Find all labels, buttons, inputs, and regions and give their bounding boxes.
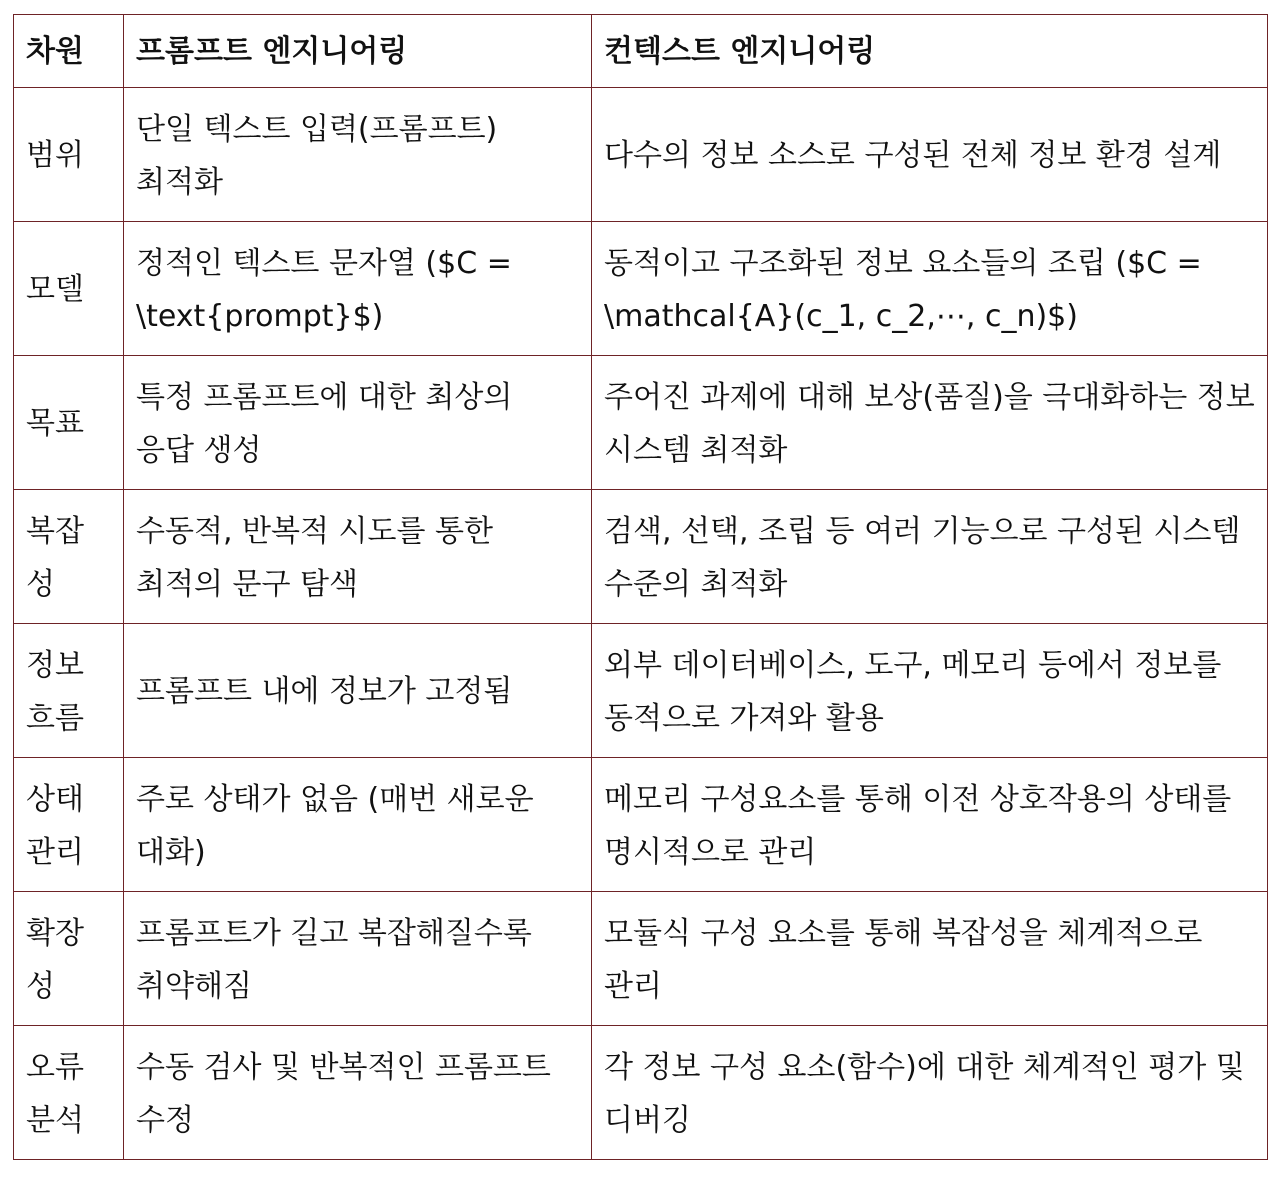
table-row <box>14 222 1268 356</box>
prompt-engineering-cell: 프롬프트 내에 정보가 고정됨 <box>124 624 592 758</box>
dimension-cell: 목표 <box>14 356 124 490</box>
context-engineering-cell: 주어진 과제에 대해 보상(품질)을 극대화하는 정보 시스템 최적화 <box>592 356 1268 490</box>
dimension-cell: 오류 분석 <box>14 1026 124 1160</box>
header-dimension: 차원 <box>14 15 124 88</box>
comparison-table-container <box>13 14 1268 1160</box>
table-row <box>14 88 1268 222</box>
table-row <box>14 624 1268 758</box>
context-engineering-cell: 다수의 정보 소스로 구성된 전체 정보 환경 설계 <box>592 88 1268 222</box>
prompt-engineering-cell: 프롬프트가 길고 복잡해질수록 취약해짐 <box>124 892 592 1026</box>
table-row <box>14 1026 1268 1160</box>
header-context-engineering: 컨텍스트 엔지니어링 <box>592 15 1268 88</box>
dimension-cell: 복잡성 <box>14 490 124 624</box>
prompt-engineering-cell: 정적인 텍스트 문자열 ($C = \text{prompt}$) <box>124 222 592 356</box>
prompt-engineering-cell: 특정 프롬프트에 대한 최상의 응답 생성 <box>124 356 592 490</box>
table-row <box>14 356 1268 490</box>
dimension-cell: 정보 흐름 <box>14 624 124 758</box>
header-prompt-engineering: 프롬프트 엔지니어링 <box>124 15 592 88</box>
context-engineering-cell: 외부 데이터베이스, 도구, 메모리 등에서 정보를 동적으로 가져와 활용 <box>592 624 1268 758</box>
prompt-engineering-cell: 수동적, 반복적 시도를 통한 최적의 문구 탐색 <box>124 490 592 624</box>
context-engineering-cell: 모듈식 구성 요소를 통해 복잡성을 체계적으로 관리 <box>592 892 1268 1026</box>
dimension-cell: 상태 관리 <box>14 758 124 892</box>
context-engineering-cell: 검색, 선택, 조립 등 여러 기능으로 구성된 시스템 수준의 최적화 <box>592 490 1268 624</box>
dimension-cell: 확장성 <box>14 892 124 1026</box>
table-row <box>14 892 1268 1026</box>
prompt-engineering-cell: 수동 검사 및 반복적인 프롬프트 수정 <box>124 1026 592 1160</box>
prompt-engineering-cell: 단일 텍스트 입력(프롬프트) 최적화 <box>124 88 592 222</box>
dimension-cell: 모델 <box>14 222 124 356</box>
header-row <box>14 15 1268 88</box>
table-row <box>14 490 1268 624</box>
comparison-table <box>13 14 1268 1160</box>
dimension-cell: 범위 <box>14 88 124 222</box>
context-engineering-cell: 각 정보 구성 요소(함수)에 대한 체계적인 평가 및 디버깅 <box>592 1026 1268 1160</box>
prompt-engineering-cell: 주로 상태가 없음 (매번 새로운 대화) <box>124 758 592 892</box>
context-engineering-cell: 동적이고 구조화된 정보 요소들의 조립 ($C = \mathcal{A}(c_1, c_2,⋯, c_n)$) <box>592 222 1268 356</box>
table-row <box>14 758 1268 892</box>
context-engineering-cell: 메모리 구성요소를 통해 이전 상호작용의 상태를 명시적으로 관리 <box>592 758 1268 892</box>
